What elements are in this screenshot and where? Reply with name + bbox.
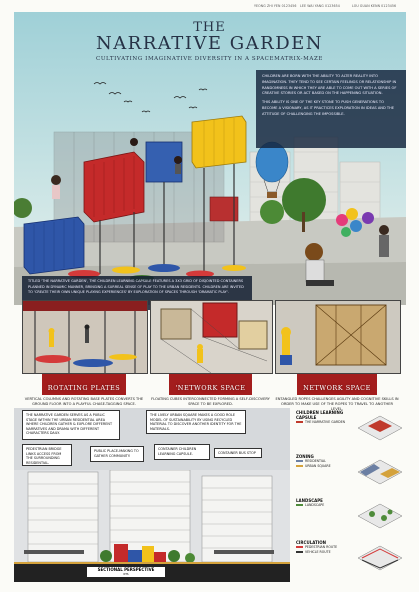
concept-title: NETWORK SPACE <box>303 384 371 392</box>
sectional-perspective-label <box>86 566 166 578</box>
circulation-axon-diagram <box>354 540 406 574</box>
section-scale: NTS <box>123 573 129 576</box>
concept-title: 'NETWORK SPACE <box>175 384 246 392</box>
legend-item: LANDSCAPE <box>305 503 325 507</box>
title-line-1: THE <box>193 20 226 35</box>
legend-panel <box>296 410 408 580</box>
concept-network-space-ropes <box>275 374 399 411</box>
concept-description: ENTANGLED ROPES CHALLENGES AGILITY AND COGNITIVE SKILLS IN ORDER TO MAKE USE OF THE ROPES TO TRAVEL TO ANOTHER LEVEL. <box>275 397 399 411</box>
legend-item: PEDESTRIAN ROUTE <box>305 545 338 549</box>
author-name: LEE WAI YANG 0123654 <box>300 4 340 8</box>
section-note: PUBLIC PLACE-MAKING TO GATHER COMMUNITY. <box>90 446 144 462</box>
project-caption: TITLED 'THE NARRATIVE GARDEN', THE CHILDREN LEARNING CAPSULE FEATURES A 3X3 GRID OF DISJOINTED CONTAINERS PLANNED IN DYNAMIC MANNER, BRINGING A SURREAL SENSE OF PLAY TO THE URBAN RESIDENTS. CHILDREN ARE INVITED TO 'CREATE THEIR OWN UNIQUE PLAYING EXPERIENCES' BY EXPLORATION OF SPACES THROUGH 'DRAMATIC PLAY'. <box>22 276 252 310</box>
capsule-axon-diagram <box>354 410 406 444</box>
concept-rotating-plates <box>22 374 146 408</box>
page-subtitle: CULTIVATING IMAGINATIVE DIVERSITY IN A SPACEMATRIX-MAZE <box>96 56 323 62</box>
legend-item: URBAN SQUARE <box>305 463 331 468</box>
section-note: PEDESTRIAN BRIDGE LINKS ACCESS FROM THE SURROUNDING RESIDENTIAL. <box>22 444 72 466</box>
network-space-cubes-image <box>150 300 273 374</box>
legend-circulation <box>296 540 408 580</box>
intro-paragraph: CHILDREN ARE BORN WITH THE ABILITY TO ALTER REALITY INTO IMAGINATION. THEY TEND TO SEE CERTAIN FEELINGS OR RELATIONSHIP IN RANDOMNESS IN WHICH THEY ARE ABLE TO COME OUT WITH A SERIES OF CREATIVE STORIES OR ACT BASED ON THE HAPPENING SITUATION. <box>262 74 397 96</box>
section-note: THE LIVELY URBAN SQUARE MAKES A GOOD ROLE MODEL OF SUSTAINABILITY BY USING RECYCLED MATERIAL TO DISCOVER ANOTHER IDENTITY FOR THE MATERIALS. <box>146 410 246 434</box>
landscape-axon-diagram <box>354 498 406 532</box>
legend-heading: LANDSCAPE <box>296 498 323 503</box>
concept-description: FLOATING CUBES INTERCONNECTED FORMING A SELF-DISCOVERY SPACE TO BE EXPLORED. <box>151 397 270 406</box>
network-space-ropes-image <box>275 300 401 374</box>
author-name: LOU GUAN KENN 0123456 <box>352 4 397 8</box>
concept-description: VERTICAL COLUMNS AND ROTATING BASE PLATES CONVERTS THE GROUND FLOOR INTO A PLAYFUL CHASE-TAGGING SPACE. <box>24 397 144 406</box>
section-title: SECTIONAL PERSPECTIVE <box>97 567 155 572</box>
legend-heading: CIRCULATION <box>296 540 326 545</box>
legend-heading: ZONING <box>296 454 314 459</box>
legend-landscape <box>296 498 408 538</box>
author-name: YEONG ZHI YEN 0123456 <box>254 4 297 8</box>
zoning-axon-diagram <box>354 454 406 488</box>
header-names <box>0 0 419 12</box>
rotating-plates-image <box>22 300 148 374</box>
legend-item: RESIDENTIAL <box>305 459 326 463</box>
legend-zoning <box>296 454 408 494</box>
legend-heading: CHILDREN LEARNING CAPSULE <box>296 410 344 420</box>
section-note: THE NARRATIVE GARDEN SERVES AS A PUBLIC STAGE WITHIN THE URBAN RESIDENTIAL AREA WHERE CHILDREN GATHER & EXPLORE DIFFERENT NARRATIVES AND DRAMA WITH DIFFERENT CHARACTERS DAILY. <box>22 410 120 440</box>
legend-item: THE NARRATIVE GARDEN <box>305 420 345 424</box>
sectional-perspective-panel <box>14 408 290 582</box>
intro-text-box <box>256 70 406 148</box>
legend-item: VEHICLE ROUTE <box>305 549 331 554</box>
intro-paragraph: THIS ABILITY IS ONE OF THE KEY STONE TO PUSH GENERATIONS TO BECOME A VISIONARY, AS IT PRACTICES EXPLORATION IN IDEAS AND THE ATTITUDE OF CHALLENGING THE IMPOSSIBLE. <box>262 100 395 116</box>
page-title: NARRATIVE GARDEN <box>95 33 324 54</box>
section-note: CONTAINER BUS STOP <box>214 448 262 458</box>
legend-children-learning-capsule <box>296 410 408 450</box>
section-note: CONTAINER CHILDREN LEARNING CAPSULE. <box>154 444 210 460</box>
concept-network-space-cubes <box>150 374 271 408</box>
concept-title: ROTATING PLATES <box>47 384 121 392</box>
